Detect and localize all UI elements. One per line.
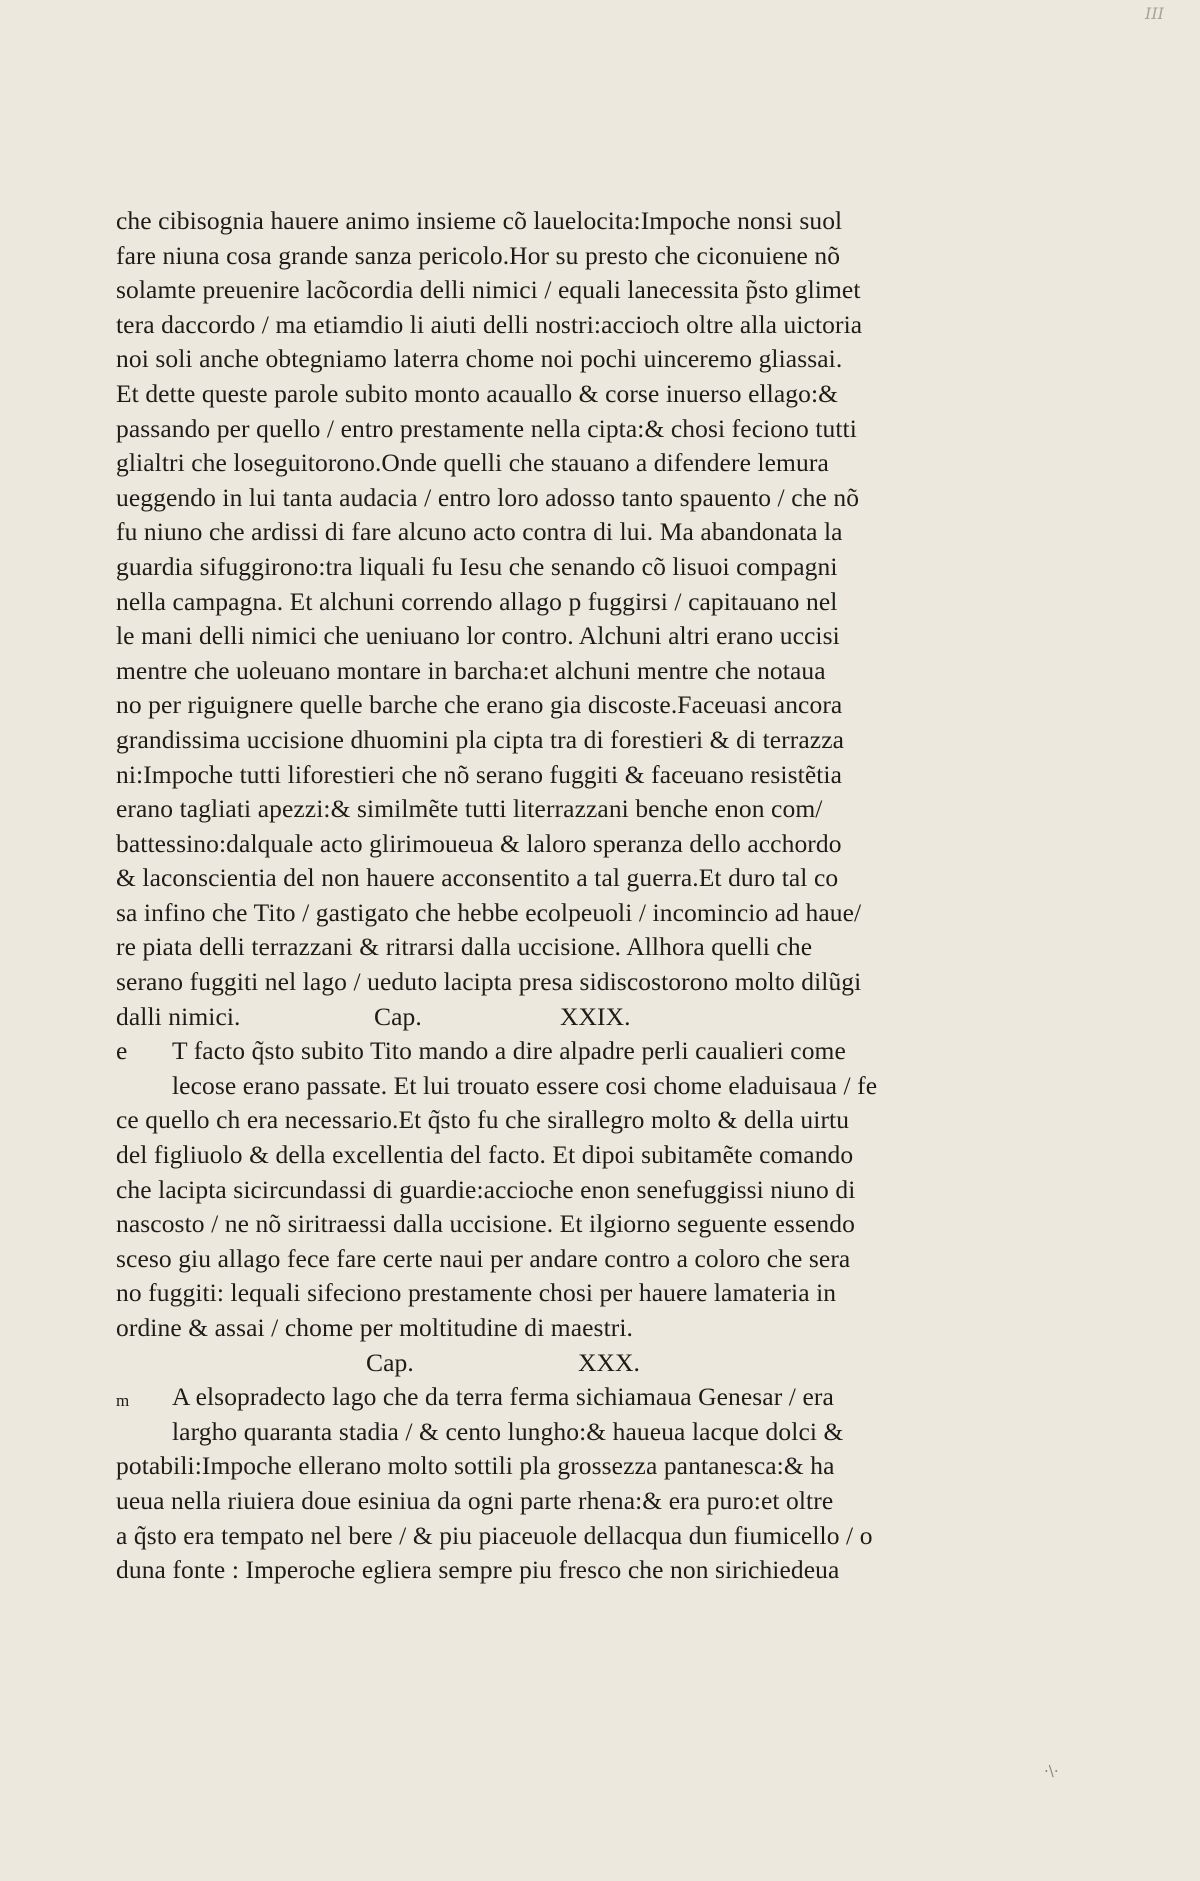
text-line: sceso giu allago fece fare certe naui per andare contro a coloro che sera <box>116 1243 851 1273</box>
chapter-heading <box>116 1346 956 1381</box>
text-line: le mani delli nimici che ueniuano lor contro. Alchuni altri erano uccisi <box>116 621 840 651</box>
initial-guide-letter: e <box>116 1036 128 1066</box>
text-line: erano tagliati apezzi:& similmẽte tutti literrazzani benche enon com/ <box>116 794 823 824</box>
text-line: ni:Impoche tutti liforestieri che nõ serano fuggiti & faceuano resistẽtia <box>116 759 843 789</box>
text-line: noi soli anche obtegniamo laterra chome noi pochi uinceremo gliassai. <box>116 344 843 374</box>
text-line: passando per quello / entro prestamente nella cipta:& chosi feciono tutti <box>116 413 857 443</box>
signature-mark: ·\· <box>1044 1762 1059 1780</box>
text-line: potabili:Impoche ellerano molto sottili pla grossezza pantanesca:& ha <box>116 1451 835 1481</box>
text-line: mentre che uoleuano montare in barcha:et alchuni mentre che notaua <box>116 655 826 685</box>
text-line: serano fuggiti nel lago / ueduto lacipta presa sidiscostorono molto dilũgi <box>116 967 862 997</box>
text-line: ordine & assai / chome per moltitudine di maestri. <box>116 1313 634 1342</box>
text-line: solamte preuenire lacõcordia delli nimici / equali lanecessita p̃sto glimet <box>116 275 861 305</box>
text-line: re piata delli terrazzani & ritrarsi dalla uccisione. Allhora quelli che <box>116 932 813 962</box>
text-line: & laconscientia del non hauere acconsentito a tal guerra.Et duro tal co <box>116 863 839 893</box>
text-line: largho quaranta stadia / & cento lungho:& haueua lacque dolci & <box>172 1416 844 1446</box>
text-line: lecose erano passate. Et lui trouato essere cosi chome eladuisaua / fe <box>172 1070 878 1100</box>
folio-number: III <box>1145 4 1164 23</box>
text-line: glialtri che loseguitorono.Onde quelli che stauano a difendere lemura <box>116 448 829 478</box>
initial-guide-letter: m <box>116 1391 130 1411</box>
text-line: del figliuolo & della excellentia del facto. Et dipoi subitamẽte comando <box>116 1140 854 1170</box>
text-line: fu niuno che ardissi di fare alcuno acto contra di lui. Ma abandonata la <box>116 517 843 547</box>
text-line: battessino:dalquale acto glirimoueua & laloro speranza dello acchordo <box>116 828 842 858</box>
text-line: grandissima uccisione dhuomini pla cipta tra di forestieri & di terrazza <box>116 724 845 754</box>
text-line: m A elsopradecto lago che da terra ferma sichiamaua Genesar / era <box>116 1380 956 1415</box>
text-line: no fuggiti: lequali sifeciono prestamente chosi per hauere lamateria in <box>116 1278 837 1308</box>
text-line: che cibisognia hauere animo insieme cõ lauelocita:Impoche nonsi suol <box>116 206 843 235</box>
chapter-numeral: XXX. <box>578 1347 641 1377</box>
text-line: e T facto q̃sto subito Tito mando a dire alpadre perli caualieri come <box>116 1034 956 1069</box>
chapter-heading <box>116 1000 956 1035</box>
text-line: nascosto / ne nõ siritraessi dalla uccisione. Et ilgiorno seguente essendo <box>116 1209 855 1239</box>
text-line: Et dette queste parole subito monto acauallo & corse inuerso ellago:& <box>116 378 839 408</box>
text-line: tera daccordo / ma etiamdio li aiuti delli nostri:accioch oltre alla uictoria <box>116 309 863 339</box>
text-line: ueua nella riuiera doue esiniua da ogni parte rhena:& era puro:et oltre <box>116 1485 834 1515</box>
text-line-end: dalli nimici. <box>116 1001 241 1031</box>
text-line: fare niuna cosa grande sanza pericolo.Hor su presto che ciconuiene nõ <box>116 240 841 270</box>
text-block <box>116 204 956 1588</box>
text-line: no per riguignere quelle barche che erano gia discoste.Faceuasi ancora <box>116 690 843 720</box>
text-line: duna fonte : Imperoche egliera sempre piu fresco che non sirichiedeua <box>116 1555 840 1585</box>
cap-label: Cap. <box>366 1347 414 1377</box>
cap-label: Cap. <box>374 1001 422 1031</box>
text-line: sa infino che Tito / gastigato che hebbe ecolpeuoli / incomincio ad haue/ <box>116 897 862 927</box>
text-line: a q̃sto era tempato nel bere / & piu piaceuole dellacqua dun fiumicello / o <box>116 1520 873 1550</box>
text-line: ce quello ch era necessario.Et q̃sto fu che sirallegro molto & della uirtu <box>116 1105 850 1135</box>
text-line: guardia sifuggirono:tra liquali fu Iesu che senando cõ lisuoi compagni <box>116 551 838 581</box>
text-line: ueggendo in lui tanta audacia / entro loro adosso tanto spauento / che nõ <box>116 482 860 512</box>
text-line: che lacipta sicircundassi di guardie:accioche enon senefuggissi niuno di <box>116 1174 856 1204</box>
text-line: nella campagna. Et alchuni correndo allago p fuggirsi / capitauano nel <box>116 586 838 616</box>
chapter-numeral: XXIX. <box>560 1001 631 1031</box>
